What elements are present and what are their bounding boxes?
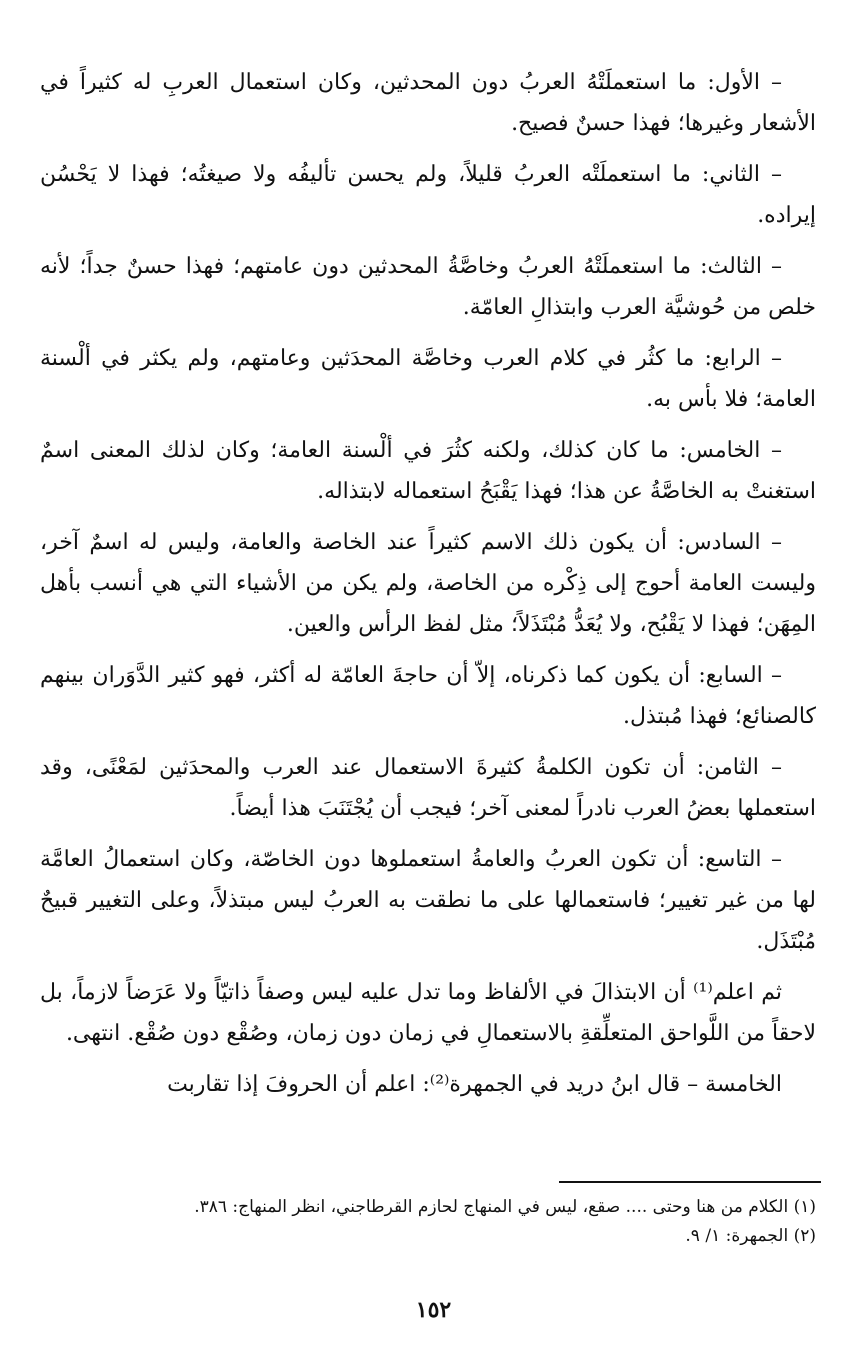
footnote-separator — [559, 1181, 821, 1183]
paragraph-conclusion: ثم اعلم⁽¹⁾ أن الابتذالَ في الألفاظ وما تدل عليه ليس وصفاً ذاتيّاً ولا عَرَضاً لازماً، بل لاحقاً من اللَّواحق المتعلِّقةِ بالاستعمالِ في زمان دون زمان، وصُقْع دون صُقْع. انتهى. — [40, 980, 816, 1046]
paragraph-fifth: – الخامس: ما كان كذلك، ولكنه كثُرَ في ألْسنة العامة؛ وكان لذلك المعنى اسمٌ استغنتْ به الخاصَّةُ عن هذا؛ فهذا يَقْبَحُ استعماله لابتذاله. — [40, 438, 816, 504]
paragraph-fifth-section: الخامسة – قال ابنُ دريد في الجمهرة⁽²⁾: اعلم أن الحروفَ إذا تقاربت — [167, 1072, 782, 1097]
paragraph-sixth: – السادس: أن يكون ذلك الاسم كثيراً عند الخاصة والعامة، وليس له اسمٌ آخر، وليست العامة أحوج إلى ذِكْره من الخاصة، ولم يكن من الأشياء التي هي أنسب بأهل المِهَن؛ فهذا لا يَقْبُح، ولا يُعَدُّ مُبْتَذَلاً؛ مثل لفظ الرأس والعين. — [40, 530, 816, 637]
footnote-1: (١) الكلام من هنا وحتى .... صقع، ليس في المنهاج لحازم القرطاجني، انظر المنهاج: ٣٨٦. — [194, 1197, 816, 1217]
paragraph-eighth: – الثامن: أن تكون الكلمةُ كثيرةَ الاستعمال عند العرب والمحدَثين لمَعْنًى، وقد استعملها بعضُ العرب نادراً لمعنى آخر؛ فيجب أن يُجْتَنَبَ هذا أيضاً. — [40, 755, 816, 821]
footnote-2: (٢) الجمهرة: ١/ ٩. — [685, 1226, 816, 1246]
paragraph-fourth: – الرابع: ما كثُر في كلام العرب وخاصَّة المحدَثين وعامتهم، ولم يكثر في ألْسنة العامة؛ فلا بأس به. — [40, 346, 816, 412]
page-number: ١٥٢ — [415, 1297, 452, 1323]
paragraph-second: – الثاني: ما استعملَتْه العربُ قليلاً، ولم يحسن تأليفُه ولا صيغتُه؛ فهذا لا يَحْسُن إيراده. — [40, 162, 816, 228]
main-text — [40, 62, 816, 1105]
paragraph-ninth: – التاسع: أن تكون العربُ والعامةُ استعملوها دون الخاصّة، وكان استعمالُ العامَّة لها من غير تغيير؛ فاستعمالها على ما نطقت به العربُ ليس مبتذلاً، وعلى التغيير قبيحٌ مُبْتَذَل. — [40, 847, 816, 954]
paragraph-first: – الأول: ما استعملَتْهُ العربُ دون المحدثين، وكان استعمال العربِ له كثيراً في الأشعار وغيرها؛ فهذا حسنٌ فصيح. — [40, 70, 816, 136]
paragraph-third: – الثالث: ما استعملَتْهُ العربُ وخاصَّةُ المحدثين دون عامتهم؛ فهذا حسنٌ جداً؛ لأنه خلص من حُوشيَّة العرب وابتذالِ العامّة. — [40, 254, 816, 320]
footnotes — [40, 1193, 816, 1251]
paragraph-seventh: – السابع: أن يكون كما ذكرناه، إلاّ أن حاجةَ العامّة له أكثر، فهو كثير الدَّوَران بينهم كالصنائع؛ فهذا مُبتذل. — [40, 663, 816, 729]
